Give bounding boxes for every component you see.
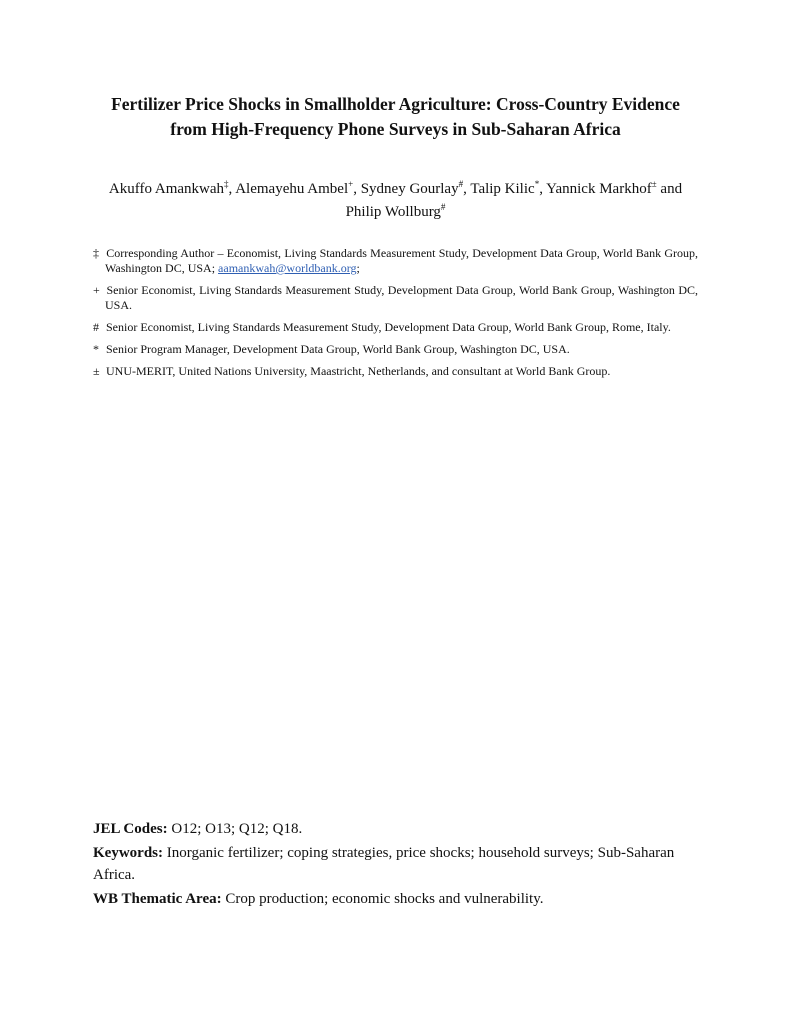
author-mark: ±: [651, 179, 657, 189]
author-list: [60, 178, 731, 224]
affiliation-symbol: ±: [93, 364, 100, 378]
affiliation-symbol: *: [93, 342, 99, 356]
author-separator: ,: [353, 181, 361, 197]
affiliation-text: Corresponding Author – Economist, Living Standards Measurement Study, Development Data Group, World Bank Group, Washington DC, USA;: [105, 246, 698, 275]
author-separator: ,: [228, 181, 236, 197]
author-separator: ,: [463, 181, 471, 197]
paper-metadata: [93, 818, 703, 912]
affiliation-item: [93, 246, 698, 276]
jel-codes-value: O12; O13; Q12; Q18.: [167, 821, 303, 837]
author-mark: #: [440, 202, 446, 212]
author-separator: and: [656, 181, 683, 197]
author-line-2: [60, 201, 731, 224]
thematic-area: [93, 888, 703, 910]
title-line-2: from High-Frequency Phone Surveys in Sub-Saharan Africa: [170, 119, 621, 139]
author-mark: +: [348, 179, 354, 189]
affiliation-text: Senior Economist, Living Standards Measurement Study, Development Data Group, World Bank Group, Rome, Italy.: [106, 320, 671, 334]
affiliation-punctuation: ;: [356, 261, 360, 275]
author-name: Yannick Markhof: [546, 181, 652, 197]
author-mark: ‡: [224, 179, 229, 189]
thematic-area-value: Crop production; economic shocks and vulnerability.: [221, 891, 544, 907]
author-name: Alemayehu Ambel: [235, 181, 349, 197]
jel-codes-label: JEL Codes:: [93, 821, 168, 837]
keywords: [93, 842, 703, 886]
title-line-1: Fertilizer Price Shocks in Smallholder Agriculture: Cross-Country Evidence: [111, 94, 680, 114]
affiliation-text: UNU-MERIT, United Nations University, Maastricht, Netherlands, and consultant at World Bank Group.: [106, 364, 611, 378]
jel-codes: [93, 818, 703, 840]
affiliation-symbol: ‡: [93, 246, 99, 260]
author-name: Talip Kilic: [470, 181, 535, 197]
thematic-area-label: WB Thematic Area:: [93, 891, 222, 907]
affiliation-list: [93, 246, 698, 386]
author-name: Sydney Gourlay: [360, 181, 459, 197]
paper-title: [60, 92, 731, 142]
affiliation-symbol: +: [93, 283, 100, 297]
affiliation-text: Senior Economist, Living Standards Measurement Study, Development Data Group, World Bank Group, Washington DC, USA.: [105, 283, 698, 312]
email-link[interactable]: aamankwah@worldbank.org: [218, 261, 357, 275]
affiliation-text: Senior Program Manager, Development Data Group, World Bank Group, Washington DC, USA.: [106, 342, 570, 356]
author-mark: *: [534, 179, 540, 189]
affiliation-item: [93, 320, 698, 335]
author-mark: #: [458, 179, 464, 189]
author-name: Akuffo Amankwah: [108, 181, 225, 197]
keywords-value: Inorganic fertilizer; coping strategies, price shocks; household surveys; Sub-Saharan Africa.: [93, 845, 675, 883]
author-line-1: [60, 178, 731, 201]
affiliation-item: [93, 364, 698, 379]
affiliation-item: [93, 283, 698, 313]
affiliation-item: [93, 342, 698, 357]
affiliation-symbol: #: [93, 320, 99, 334]
keywords-label: Keywords:: [93, 845, 163, 861]
author-separator: ,: [539, 181, 547, 197]
author-name: Philip Wollburg: [345, 204, 441, 220]
